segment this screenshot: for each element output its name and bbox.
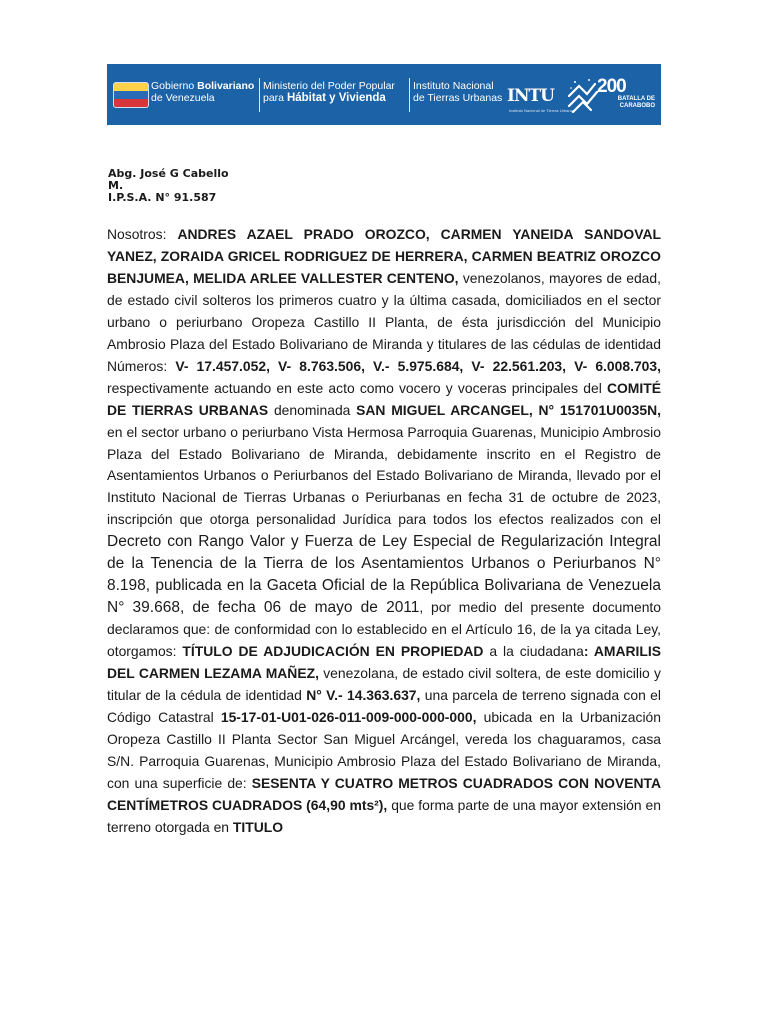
lawyer-header <box>108 167 268 204</box>
bicentenario-line2: CARABOBO <box>619 103 655 109</box>
instituto-line1: Instituto Nacional <box>413 80 494 92</box>
committee-registry: SAN MIGUEL ARCANGEL, N° 151701U0035N, <box>356 401 661 418</box>
banner-divider <box>259 78 260 112</box>
lawyer-name-line1: Abg. José G Cabello <box>108 167 229 180</box>
ministerio-prefix: para <box>263 92 287 104</box>
decree-reference: Decreto con Rango Valor y Fuerza de Ley Especial de Regularización Integral de la Tenencia de la Tierra de los Asentamientos Urbanos o Periurbanos N° 8.198, publicada en la Gaceta Oficial de la República Bolivariana de Venezuela N° 39.668, de fecha 06 de mayo de 2011 <box>107 533 661 617</box>
document-body <box>107 224 661 839</box>
lawyer-ipsa-number: I.P.S.A. N° 91.587 <box>108 191 217 204</box>
instituto-line2: de Tierras Urbanas <box>413 92 503 104</box>
body-text-run: Nosotros: <box>107 226 178 242</box>
instituto-block <box>413 80 502 104</box>
institutional-banner <box>107 64 661 125</box>
committee-name: COMITÉ DE TIERRAS URBANAS <box>107 379 661 418</box>
body-text-run: ubicada en la Urbanización Oropeza Castillo II Planta Sector San Miguel Arcángel, vereda los chaguaramos, casa S/N. Parroquia Guarenas, Municipio Ambrosio Plaza del Estado Bolivariano de Miranda, con una superficie de: <box>107 708 661 791</box>
body-text-bold-run: TITULO <box>232 818 284 835</box>
bicentenario-line1: BATALLA DE <box>617 96 655 102</box>
banner-divider <box>409 78 410 112</box>
beneficiary-name: : AMARILIS DEL CARMEN LEZAMA MAÑEZ, <box>107 643 661 682</box>
body-text-run: respectivamente actuando en este acto como vocero y voceras principales del <box>107 379 607 396</box>
grantors-names: ANDRES AZAEL PRADO OROZCO, CARMEN YANEIDA SANDOVAL YANEZ, ZORAIDA GRICEL RODRIGUEZ DE HERRERA, CARMEN BEATRIZ OROZCO BENJUMEA, MELIDA ARLEE VALLESTER CENTENO, <box>107 226 661 286</box>
bicentenario-caption <box>600 96 655 110</box>
body-text-run: que forma parte de una mayor extensión en terreno otorgada en <box>107 796 661 835</box>
gobierno-prefix: Gobierno <box>151 80 198 92</box>
body-text-run: una parcela de terreno signada con el Código Catastral <box>107 687 661 725</box>
intu-logo: INTU <box>507 86 554 106</box>
gobierno-block <box>151 80 254 104</box>
body-text-run: a la ciudadana <box>483 643 584 660</box>
body-text-run: en el sector urbano o periurbano Vista Hermosa Parroquia Guarenas, Municipio Ambrosio Plaza del Estado Bolivariano de Miranda, debidamente inscrito en el Registro de Asentamientos Urbanos o Periurbanos del Estado Bolivariano de Miranda, llevado por el Instituto Nacional de Tierras Urbanas o Periurbanas en fecha 31 de octubre de 2023, inscripción que otorga personalidad Jurídica para todos los efectos realizados con el <box>107 423 661 528</box>
body-text-run: venezolana, de estado civil soltera, de este domicilio y titular de la cédula de identidad <box>107 665 661 704</box>
venezuela-flag-icon <box>113 82 149 108</box>
intu-tagline: Instituto Nacional de Tierras Urbanas <box>509 108 575 113</box>
ministerio-bold: Hábitat y Vivienda <box>286 92 386 104</box>
cadastral-code: 15-17-01-U01-026-011-009-000-000-000, <box>220 708 477 725</box>
body-text-run: denominada <box>268 401 357 418</box>
ministerio-block <box>263 80 395 104</box>
gobierno-line2: de Venezuela <box>151 92 215 104</box>
body-text-run: venezolanos, mayores de edad, de estado civil solteros los primeros cuatro y la última casada, domiciliados en el sector urbano o periurbano Oropeza Castillo II Planta, de ésta jurisdicción del Municipio Ambrosio Plaza del Estado Bolivariano de Miranda y titulares de las cédulas de identidad Números: <box>107 269 661 374</box>
gobierno-bold: Bolivariano <box>197 80 255 92</box>
bicentenario-number: 200 <box>597 76 626 97</box>
parcel-area: SESENTA Y CUATRO METROS CUADRADOS CON NOVENTA CENTÍMETROS CUADRADOS (64,90 mts²), <box>107 774 661 813</box>
body-text-run: , por medio del presente documento declaramos que: de conformidad con lo establecido en el Artículo 16, de la ya citada Ley, otorgamos: <box>107 599 661 660</box>
ministerio-line1: Ministerio del Poder Popular <box>263 80 395 92</box>
beneficiary-id: N° V.- 14.363.637, <box>306 687 421 704</box>
grantors-id-numbers: V- 17.457.052, V- 8.763.506, V.- 5.975.684, V- 22.561.203, V- 6.008.703, <box>175 357 661 374</box>
lawyer-name-line2: M. <box>108 179 124 192</box>
title-type: TÍTULO DE ADJUDICACIÓN EN PROPIEDAD <box>182 643 484 660</box>
